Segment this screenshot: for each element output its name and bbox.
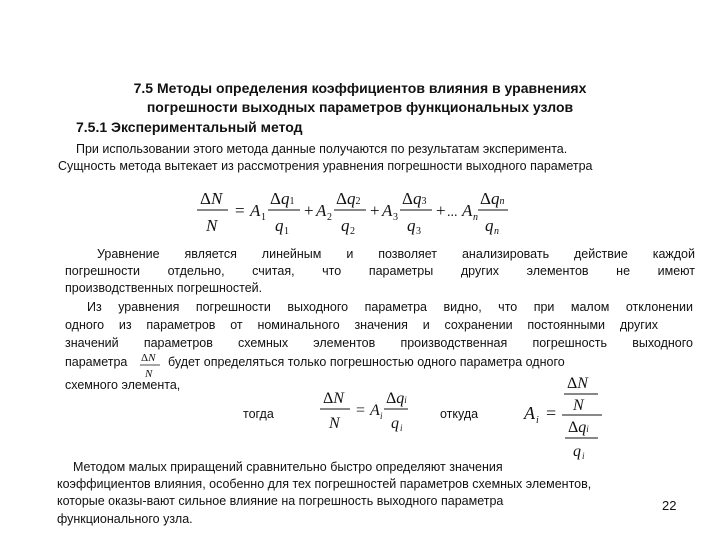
svg-text:i: i [582,451,585,461]
svg-text:3: 3 [393,212,398,223]
para2-line-5: схемного элемента, [65,378,181,392]
svg-text:i: i [400,423,403,433]
svg-text:2: 2 [350,226,355,237]
para1-line-1: Уравнение является линейным и позволяет анализировать действие каждой [97,247,695,261]
section-heading: 7.5.1 Экспериментальный метод [76,119,303,135]
svg-text:Δq1: Δq1 [270,189,295,208]
svg-text:+: + [436,201,446,220]
title-line-2: погрешности выходных параметров функциональных узлов [146,99,574,115]
svg-text:i: i [380,411,383,421]
word-then: тогда [243,407,274,421]
svg-text:q: q [573,443,581,460]
svg-text:2: 2 [327,212,332,223]
svg-text:+: + [304,201,314,220]
intro-line-1: При использовании этого метода данные получаются по результатам эксперимента. [76,142,568,156]
svg-text:Δq2: Δq2 [336,189,361,208]
equation-single-parameter [318,385,410,435]
svg-text:1: 1 [284,226,289,237]
svg-text:N: N [145,368,153,380]
svg-text:...: ... [447,205,458,220]
para2-line-4a: параметра [65,355,128,369]
svg-text:A: A [462,201,473,220]
para3-line-2: коэффициентов влияния, особенно для тех погрешностей параметров схемных элементов, [57,477,592,491]
svg-text:A: A [250,201,261,220]
word-whence: откуда [440,407,479,421]
title-line-1: 7.5 Методы определения коэффициентов влияния в уравнениях [133,80,587,96]
svg-text:N: N [573,397,584,414]
svg-text:ΔN: ΔN [323,390,344,407]
svg-text:ΔN: ΔN [200,189,223,208]
svg-text:=: = [546,403,557,423]
para2-line-4b: будет определяться только погрешностью одного параметра одного [168,355,565,369]
svg-text:3: 3 [416,226,421,237]
para2-line-2: одного из параметров от номинального значения и сохранении постоянными других [65,318,658,332]
svg-text:i: i [536,415,539,426]
svg-text:N: N [206,216,218,235]
svg-text:A: A [316,201,327,220]
para2-line-1: Из уравнения погрешности выходного параметра видно, что при малом отклонении [87,300,693,314]
svg-text:ΔN: ΔN [141,352,156,364]
svg-text:n: n [473,212,478,223]
svg-text:q: q [391,415,399,432]
svg-text:q: q [341,216,350,235]
para3-line-3: которые оказы-вают сильное влияние на погрешность выходного параметра [57,494,504,508]
main-error-equation [190,183,510,241]
svg-text:A: A [524,403,535,423]
svg-text:=: = [356,402,366,419]
equation-influence-coefficient [520,373,610,465]
intro-line-2: Сущность метода вытекает из рассмотрения уравнения погрешности выходного параметра [58,159,593,173]
svg-text:Δqi: Δqi [568,419,589,436]
svg-text:q: q [407,216,416,235]
svg-text:q: q [275,216,284,235]
para3-line-4: функционального узла. [57,512,193,526]
svg-text:A: A [370,402,380,419]
svg-text:=: = [235,201,245,220]
page-number: 22 [662,498,677,513]
svg-text:+: + [370,201,380,220]
svg-text:A: A [382,201,393,220]
svg-text:Δqn: Δqn [480,189,505,208]
svg-text:ΔN: ΔN [567,375,588,392]
svg-text:Δqi: Δqi [386,390,407,407]
svg-text:1: 1 [261,212,266,223]
para1-line-3: производственных погрешностей. [65,281,263,295]
svg-text:N: N [329,415,340,432]
para1-line-2: погрешности отдельно, считая, что параметры других элементов не имеют [65,264,695,278]
svg-text:q: q [485,216,494,235]
para2-line-3: значений параметров схемных элементов производственная погрешность выходного [65,336,693,350]
para3-line-1: Методом малых приращений сравнительно быстро определяют значения [73,460,503,474]
svg-text:Δq3: Δq3 [402,189,427,208]
svg-text:n: n [494,226,499,237]
